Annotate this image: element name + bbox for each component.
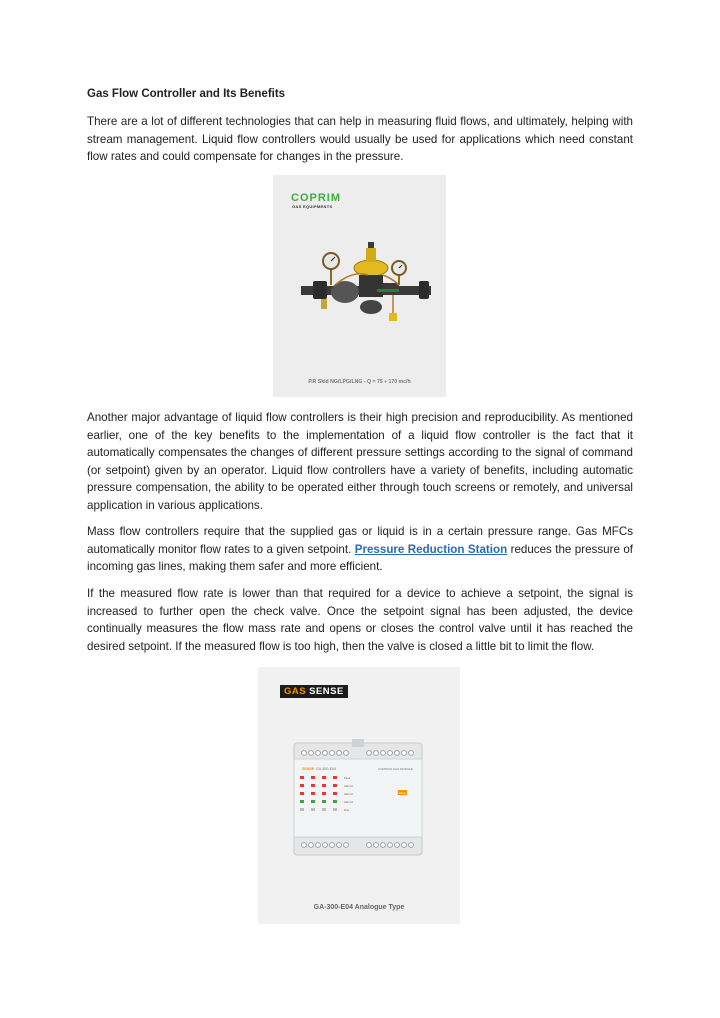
gas-sense-image-caption: GA-300-E04 Analogue Type (313, 904, 405, 911)
gas-sense-logo-gas: GAS (284, 686, 307, 697)
device-model-text: GA-300-E04 (316, 767, 336, 771)
led-label-1: Fault (344, 776, 351, 780)
led-label-3: Alarm2 (344, 792, 353, 796)
paragraph-intro: There are a lot of different technologies that can help in measuring fluid flows, and ultimately, helping with stream management. Liquid flow controllers would usually be used for applications which need constant flow rates and could compensate for changes in the pressure. (87, 115, 633, 163)
coprim-logo: COPRIM (291, 192, 341, 204)
pressure-regulator-skid-illustration (273, 175, 446, 375)
device-brand-text: SENSE (302, 767, 315, 771)
paragraph-setpoint: If the measured flow rate is lower than that required for a device to achieve a setpoint, the signal is increased to further open the check valve. Once the setpoint signal has been adjusted, the device continually measures the flow mass rate and opens or closes the control valve until it has reached the desired setpoint. If the measured flow is too high, then the valve is closed a little bit to limit the flow. (87, 587, 633, 653)
device-button-label: Reset (399, 792, 406, 795)
coprim-product-image (273, 175, 446, 397)
paragraph-advantages: Another major advantage of liquid flow controllers is their high precision and reproducibility. As mentioned earlier, one of the key benefits to the implementation of a liquid flow controller is the fact that it automatically compensates the changes of different pressure settings according to the signal of command (or setpoint) given by an operator. Liquid flow controllers have a variety of benefits, including automatic pressure compensation, the ability to be operated either through touch screens or remotely, and universal application in various applications. (87, 411, 633, 512)
led-label-2: Alarm1 (344, 784, 353, 788)
paragraph-mass-flow-text-2: reduces the pressure of incoming gas lines, making them safer and more efficient. (87, 542, 633, 573)
din-rail-gas-module-illustration (258, 667, 460, 897)
coprim-logo-subtitle: GAS EQUIPMENTS (292, 204, 333, 209)
coprim-image-caption: P.R Skid NG/LPG/LNG - Q = 75 ÷ 170 mc/h (308, 379, 411, 385)
led-label-4: Alarm3 (344, 800, 353, 804)
gas-sense-logo-sense: SENSE (309, 686, 344, 697)
paragraph-mass-flow-text-1: Mass flow controllers require that the supplied gas or liquid is in a certain pressure range. Gas MFCs automatically monitor flow rates to a given setpoint. (87, 525, 633, 556)
page-title: Gas Flow Controller and Its Benefits (87, 88, 286, 100)
pressure-reduction-station-link[interactable]: Pressure Reduction Station (354, 542, 508, 556)
gas-sense-product-image (258, 667, 460, 924)
led-label-5: Run (344, 808, 350, 812)
paragraph-mass-flow (87, 523, 633, 576)
device-header-text: COMMON GAS MODULE (378, 767, 413, 771)
